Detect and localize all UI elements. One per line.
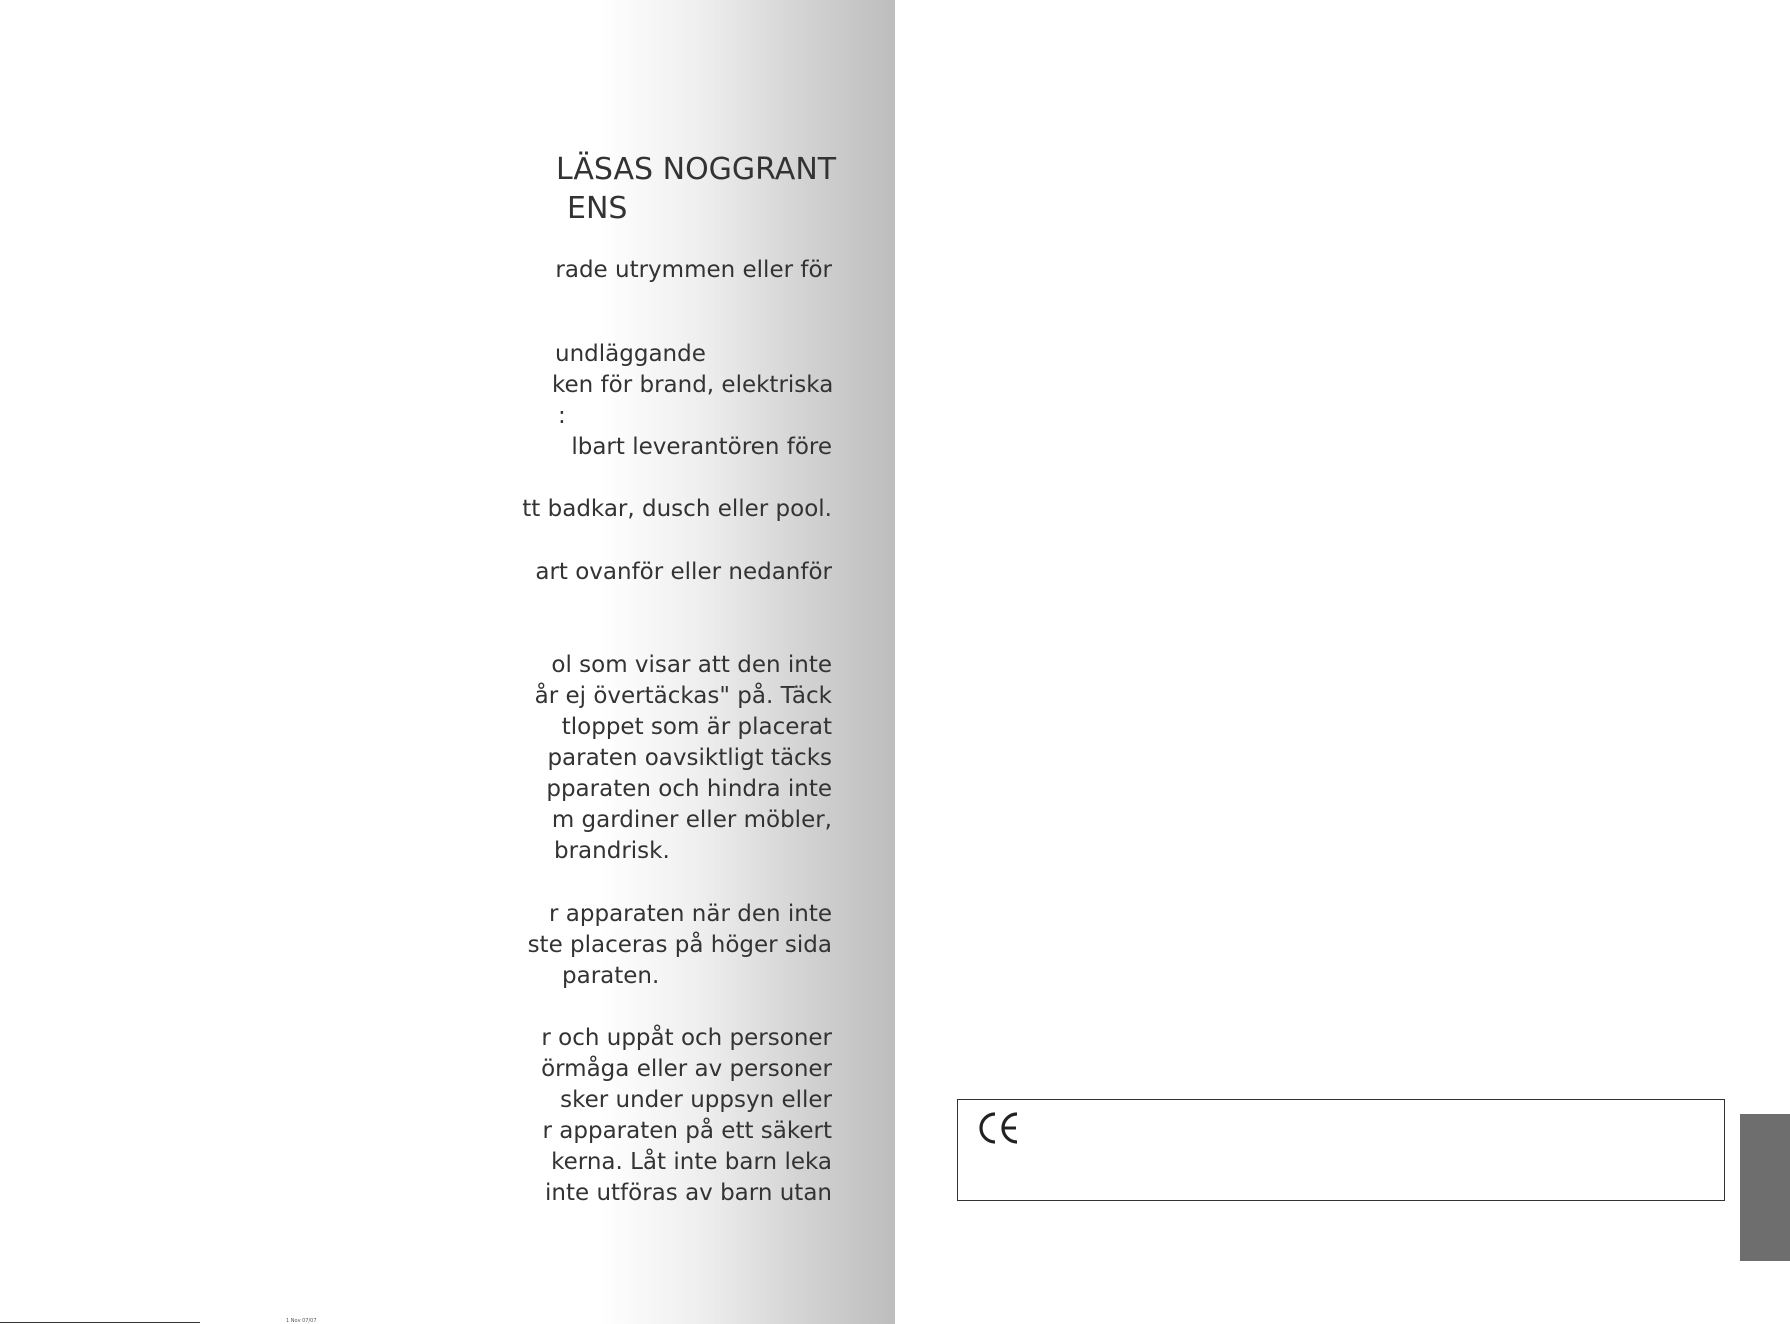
heading-line-1: LÄSAS NOGGRANT [556,152,837,187]
body-line: lbart leverantören före [571,434,832,460]
body-line: pparaten och hindra inte [546,776,832,802]
body-line: : [558,403,566,429]
body-line: r och uppåt och personer [541,1025,832,1051]
body-line: ken för brand, elektriska [552,372,834,398]
body-line: ste placeras på höger sida [527,932,832,958]
body-line: art ovanför eller nedanför [535,559,832,585]
footer-rule [0,1322,200,1323]
body-line: paraten. [562,963,660,989]
footer-text: 1 Nov 07/07 [286,1318,317,1324]
body-line: brandrisk. [554,838,670,864]
body-line: år ej övertäckas" på. Täck [534,683,832,709]
body-line: tt badkar, dusch eller pool. [522,496,832,522]
body-line: örmåga eller av personer [541,1056,832,1082]
body-line: paraten oavsiktligt täcks [547,745,832,771]
heading-line-2: ENS [567,191,628,226]
page-heading [556,150,836,228]
body-line: sker under uppsyn eller [560,1087,832,1113]
section-tab [1740,1114,1790,1261]
body-line: m gardiner eller möbler, [551,807,832,833]
body-line: tloppet som är placerat [561,714,832,740]
ce-certification-box [957,1099,1725,1201]
body-line: ol som visar att den inte [551,652,832,678]
body-line: undläggande [555,341,706,367]
body-line: r apparaten på ett säkert [542,1118,832,1144]
body-line: r apparaten när den inte [549,901,832,927]
body-line: rade utrymmen eller för [555,257,832,283]
body-line: inte utföras av barn utan [545,1180,832,1206]
body-line: kerna. Låt inte barn leka [551,1149,832,1175]
ce-mark-icon [975,1108,1021,1148]
